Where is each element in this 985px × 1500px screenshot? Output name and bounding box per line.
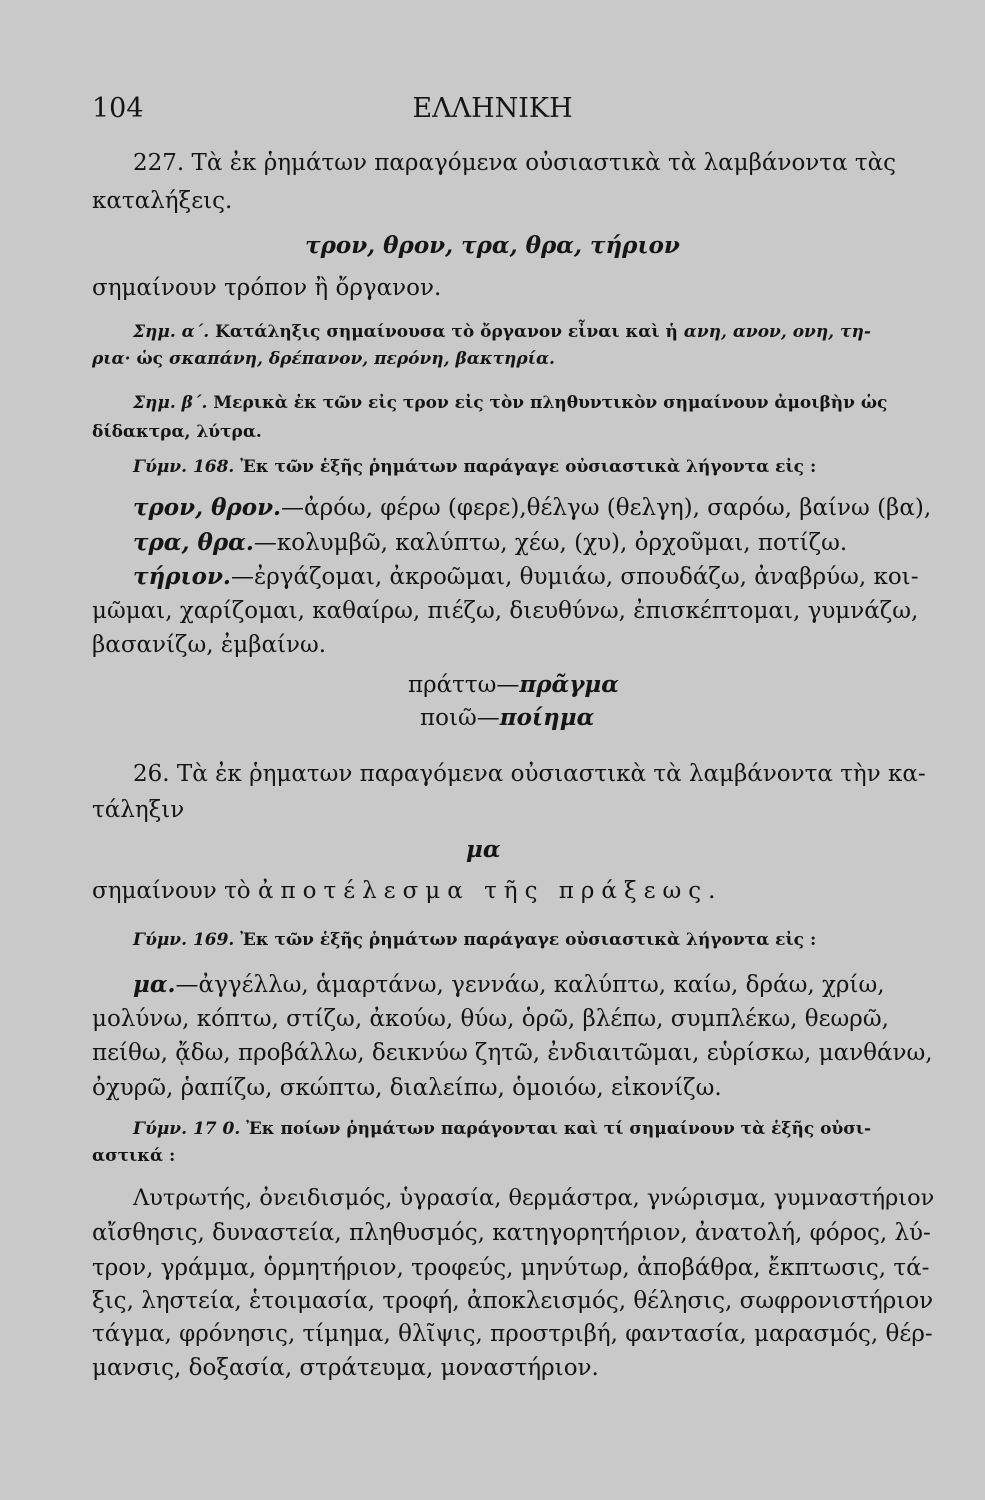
ex168-r1-key: τρον, θρον. <box>133 494 282 521</box>
example-2-verb: ποιῶ— <box>420 705 500 731</box>
ex168-row3 <box>133 565 918 589</box>
s227-meaning: σημαίνουν τρόπον ἢ ὄργανον. <box>92 275 442 301</box>
ex170-label: Γύμν. 17 0. <box>133 1119 241 1139</box>
s26-suffix: μα <box>466 836 501 863</box>
s227-suffixes: τρον, θρον, τρα, θρα, τήριον <box>305 232 680 259</box>
s26-meaning <box>92 880 722 903</box>
note-a-cont: ρια· <box>92 349 131 369</box>
ex170-row2: αἴσθησις, δυναστεία, πληθυσμός, κατηγορητήριον, ἀνατολή, φόρος, λύ- <box>92 1220 931 1246</box>
ex168-row5: βασανίζω, ἐμβαίνω. <box>92 632 327 658</box>
ex168-instruction: Ἐκ τῶν ἑξῆς ῥημάτων παράγαγε οὐσιαστικὰ λήγοντα εἰς : <box>240 457 817 477</box>
ex170-row4: ξις, ληστεία, ἑτοιμασία, τροφή, ἀποκλεισμός, θέλησις, σωφρονιστήριον <box>92 1288 934 1314</box>
example-2-noun: ποίημα <box>499 704 595 731</box>
example-poiema <box>420 706 594 730</box>
ex168-row4: μῶμαι, χαρίζομαι, καθαίρω, πιέζω, διευθύνω, ἐπισκέπτομαι, γυμνάζω, <box>92 598 919 624</box>
ex170-instruction-1: Ἐκ ποίων ῥημάτων παράγονται καὶ τί σημαίνουν τὰ ἑξῆς οὐσι- <box>246 1119 872 1139</box>
s227-line1: 227. Τὰ ἐκ ῥημάτων παραγόμενα οὐσιαστικὰ τὰ λαμβάνοντα τὰς <box>133 150 896 176</box>
example-pragma <box>408 673 619 697</box>
ex168-label: Γύμν. 168. <box>133 457 235 477</box>
example-1-verb: πράττω— <box>408 672 520 698</box>
note-b-label: Σημ. β΄. <box>133 393 208 413</box>
s26-line2: τάληξιν <box>92 797 185 823</box>
note-a-label: Σημ. α΄. <box>133 322 210 342</box>
ex169-heading <box>133 932 816 949</box>
ex169-row2: μολύνω, κόπτω, στίζω, ἀκούω, θύω, ὁρῶ, βλέπω, συμπλέκω, θεωρῶ, <box>92 1006 889 1032</box>
ex168-r1-text: —ἀρόω, φέρω (φερε),θέλγω (θελγη), σαρόω, βαίνω (βα), <box>281 495 932 521</box>
ex168-r3-text: —ἐργάζομαι, ἀκροῶμαι, θυμιάω, σπουδάζω, ἀναβρύω, κοι- <box>230 564 919 590</box>
ex170-row1: Λυτρωτής, ὀνειδισμός, ὑγρασία, θερμάστρα, γνώρισμα, γυμναστήριον <box>133 1185 935 1211</box>
note-b-text: Μερικὰ ἐκ τῶν εἰς τρον εἰς τὸν πληθυντικὸν σημαίνουν ἀμοιβὴν ὡς <box>213 393 888 413</box>
note-a-endings: ανη, ανον, ονη, τη- <box>683 322 871 342</box>
ex168-row1 <box>133 496 931 520</box>
ex168-r2-text: —κολυμβῶ, καλύπτω, χέω, (χυ), ὀρχοῦμαι, ποτίζω. <box>253 530 848 556</box>
ex170-row5: τάγμα, φρόνησις, τίμημα, θλῖψις, προστριβή, φαντασία, μαρασμός, θέρ- <box>92 1321 933 1347</box>
ex168-r2-key: τρα, θρα. <box>133 529 254 556</box>
ex168-row2 <box>133 531 847 555</box>
ex170-heading <box>133 1121 871 1138</box>
s26-line1: 26. Τὰ ἐκ ῥηματων παραγόμενα οὐσιαστικὰ τὰ λαμβάνοντα τὴν κα- <box>133 761 926 787</box>
ex169-row3: πείθω, ᾄδω, προβάλλω, δεικνύω ζητῶ, ἐνδιαιτῶμαι, εὑρίσκω, μανθάνω, <box>92 1040 933 1066</box>
page-number: 104 <box>92 93 144 124</box>
ex169-label: Γύμν. 169. <box>133 930 235 950</box>
note-a-line1 <box>133 324 871 341</box>
note-b-line2: δίδακτρα, λύτρα. <box>92 422 262 442</box>
ex169-row1 <box>133 973 885 997</box>
note-a-as: ὡς <box>136 349 164 369</box>
ex170-row3: τρον, γράμμα, ὁρμητήριον, τροφεύς, μηνύτωρ, ἀποβάθρα, ἔκπτωσις, τά- <box>92 1255 930 1281</box>
note-a-text: Κατάληξις σημαίνουσα τὸ ὄργανον εἶναι καὶ ἡ <box>215 322 678 342</box>
ex168-r3-key: τήριον. <box>133 563 231 590</box>
s26-meaning-pre: σημαίνουν τὸ <box>92 878 251 904</box>
note-b-line1 <box>133 395 887 412</box>
ex170-instruction-2: αστικά : <box>92 1146 176 1166</box>
s26-meaning-spaced: ἀποτέλεσμα τῆς πράξεως. <box>257 878 723 904</box>
s227-line2: καταλήξεις. <box>92 188 233 214</box>
note-a-examples: σκαπάνη, δρέπανον, περόνη, βακτηρία. <box>168 349 555 369</box>
ex169-r1-text: —ἀγγέλλω, ἁμαρτάνω, γεννάω, καλύπτω, καίω, δράω, χρίω, <box>175 972 885 998</box>
ex169-instruction: Ἐκ τῶν ἑξῆς ῥημάτων παράγαγε οὐσιαστικὰ λήγοντα εἰς : <box>240 930 817 950</box>
ex168-heading <box>133 459 816 476</box>
running-title: ΕΛΛΗΝΙΚΗ <box>412 93 573 124</box>
ex170-row6: μανσις, δοξασία, στράτευμα, μοναστήριον. <box>92 1355 599 1381</box>
note-a-line2 <box>92 351 555 368</box>
ex169-row4: ὀχυρῶ, ῥαπίζω, σκώπτω, διαλείπω, ὁμοιόω, εἰκονίζω. <box>92 1075 722 1101</box>
ex169-r1-key: μα. <box>133 971 176 998</box>
example-1-noun: πρᾶγμα <box>519 671 619 698</box>
